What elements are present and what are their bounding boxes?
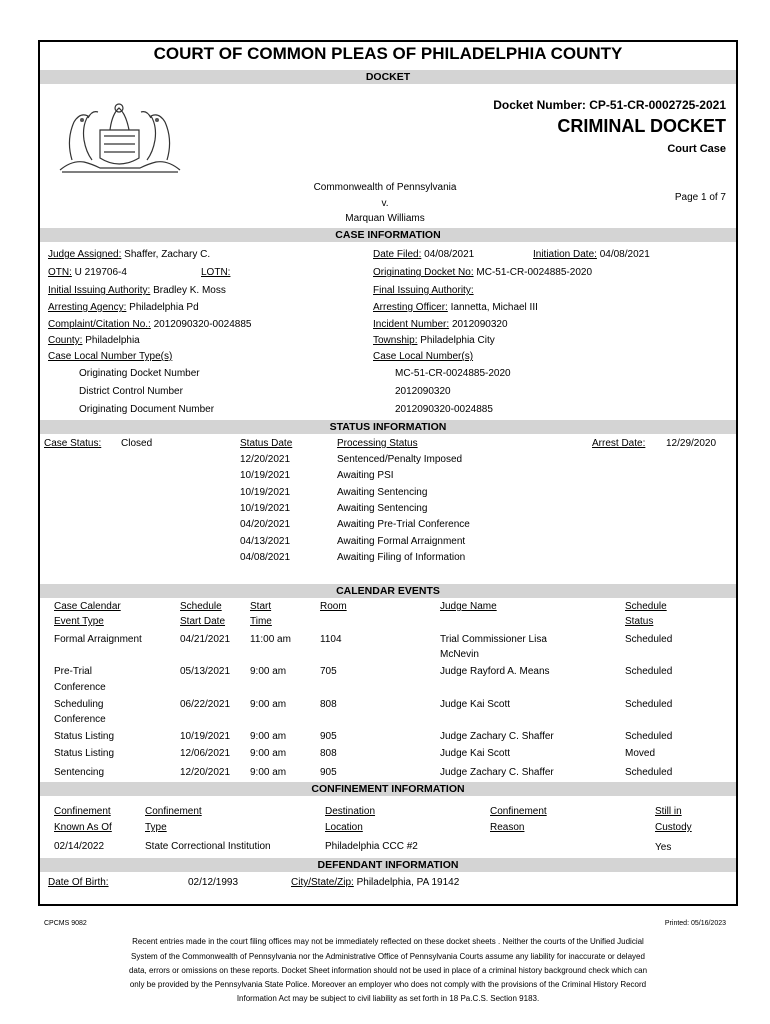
cal-header-date: Schedule xyxy=(180,601,222,612)
status-date-header: Status Date xyxy=(240,438,293,449)
township-row: Township: Philadelphia City xyxy=(373,335,495,346)
local-number-1: MC-51-CR-0024885-2020 xyxy=(395,368,511,379)
date-filed-row: Date Filed: 04/08/2021 xyxy=(373,249,475,260)
cal-row-time: 9:00 am xyxy=(250,666,287,677)
cal-header-judge: Judge Name xyxy=(440,601,497,612)
local-type-3: Originating Document Number xyxy=(79,404,215,415)
conf-still-value: Yes xyxy=(655,842,672,853)
local-type-label: Case Local Number Type(s) xyxy=(48,351,173,362)
confinement-bar: CONFINEMENT INFORMATION xyxy=(40,782,736,796)
cal-row-time: 11:00 am xyxy=(250,634,291,645)
cal-header-room: Room xyxy=(320,601,347,612)
status-info-bar: STATUS INFORMATION xyxy=(40,420,736,434)
docket-number: Docket Number: CP-51-CR-0002725-2021 xyxy=(493,98,726,112)
local-type-1: Originating Docket Number xyxy=(79,368,200,379)
form-number: CPCMS 9082 xyxy=(44,920,87,927)
cal-row-date: 05/13/2021 xyxy=(180,666,231,677)
cal-row-type-2: Conference xyxy=(54,682,106,693)
arrest-date-value: 12/29/2020 xyxy=(666,438,717,449)
cal-row-room: 1104 xyxy=(320,634,342,645)
conf-header-dest: Destination xyxy=(325,806,376,817)
otn-row: OTN: U 219706-4 xyxy=(48,267,127,278)
cal-row-room: 705 xyxy=(320,666,337,677)
conf-header-type: Confinement xyxy=(145,806,202,817)
cal-row-status: Scheduled xyxy=(625,666,673,677)
init-auth-row: Initial Issuing Authority: Bradley K. Moss xyxy=(48,285,226,296)
cal-row-judge: Judge Kai Scott xyxy=(440,748,511,759)
printed-date: Printed: 05/16/2023 xyxy=(664,920,726,927)
cal-row-room: 905 xyxy=(320,767,337,778)
judge-row: Judge Assigned: Shaffer, Zachary C. xyxy=(48,249,211,260)
conf-header-type-2: Type xyxy=(145,822,167,833)
initiation-row: Initiation Date: 04/08/2021 xyxy=(533,249,650,260)
conf-header-dest-2: Location xyxy=(325,822,363,833)
county-row: County: Philadelphia xyxy=(48,335,140,346)
status-row-status: Awaiting Sentencing xyxy=(337,503,428,514)
conf-dest-value: Philadelphia CCC #2 xyxy=(325,841,418,852)
lotn-label: LOTN: xyxy=(201,267,231,278)
defendant-bar: DEFENDANT INFORMATION xyxy=(40,858,736,872)
conf-known-value: 02/14/2022 xyxy=(54,841,105,852)
cal-row-date: 06/22/2021 xyxy=(180,699,231,710)
disclaimer-line: System of the Commonwealth of Pennsylvania nor the Administrative Office of Pennsylvania Courts assume any liability for inaccurate or delayed xyxy=(131,952,645,961)
cal-row-type: Pre-Trial xyxy=(54,666,92,677)
dob-label: Date Of Birth: xyxy=(48,877,109,888)
caption-plaintiff: Commonwealth of Pennsylvania xyxy=(313,182,457,193)
local-number-2: 2012090320 xyxy=(395,386,451,397)
dob-value: 02/12/1993 xyxy=(188,877,239,888)
cal-row-room: 808 xyxy=(320,699,337,710)
local-type-2: District Control Number xyxy=(79,386,183,397)
city-row: City/State/Zip: Philadelphia, PA 19142 xyxy=(291,877,460,888)
status-row-status: Sentenced/Penalty Imposed xyxy=(337,454,463,465)
conf-header-known: Confinement xyxy=(54,806,111,817)
cal-row-room: 905 xyxy=(320,731,337,742)
status-row-status: Awaiting Formal Arraignment xyxy=(337,536,466,547)
case-info-bar: CASE INFORMATION xyxy=(40,228,736,242)
page-indicator: Page 1 of 7 xyxy=(674,192,726,203)
cal-row-type: Status Listing xyxy=(54,731,115,742)
cal-row-type: Formal Arraignment xyxy=(54,634,142,645)
cal-row-date: 12/06/2021 xyxy=(180,748,231,759)
complaint-row: Complaint/Citation No.: 2012090320-0024885 xyxy=(48,319,252,330)
cal-row-room: 808 xyxy=(320,748,337,759)
status-row-status: Awaiting Filing of Information xyxy=(337,552,466,563)
officer-row: Arresting Officer: Iannetta, Michael III xyxy=(373,302,538,313)
disclaimer-line: Information Act may be subject to civil liability as set forth in 18 Pa.C.S. Section 9183. xyxy=(236,994,540,1003)
cal-header-type: Case Calendar xyxy=(54,601,121,612)
status-row-status: Awaiting Pre-Trial Conference xyxy=(337,519,470,530)
cal-row-type-2: Conference xyxy=(54,714,106,725)
cal-row-time: 9:00 am xyxy=(250,748,287,759)
cal-header-date-2: Start Date xyxy=(180,616,226,627)
disclaimer-line: data, errors or omissions on these reports. Docket Sheet information should not be used in place of a criminal history background check which can xyxy=(128,966,648,975)
cal-header-status-2: Status xyxy=(625,616,654,627)
cal-row-status: Scheduled xyxy=(625,767,673,778)
cal-row-judge-2: McNevin xyxy=(440,649,479,660)
cal-header-type-2: Event Type xyxy=(54,616,104,627)
cal-header-status: Schedule xyxy=(625,601,667,612)
cal-header-time-2: Time xyxy=(250,616,272,627)
orig-docket-row: Originating Docket No: MC-51-CR-0024885-2020 xyxy=(373,267,593,278)
docket-type: CRIMINAL DOCKET xyxy=(557,116,726,136)
status-row-status: Awaiting Sentencing xyxy=(337,487,428,498)
cal-row-type: Sentencing xyxy=(54,767,105,778)
conf-header-still-2: Custody xyxy=(655,822,692,833)
cal-row-time: 9:00 am xyxy=(250,731,287,742)
cal-row-type: Scheduling xyxy=(54,699,104,710)
cal-row-status: Scheduled xyxy=(625,634,673,645)
status-row-date: 10/19/2021 xyxy=(240,487,291,498)
cal-row-judge: Judge Rayford A. Means xyxy=(440,666,550,677)
cal-row-time: 9:00 am xyxy=(250,767,287,778)
local-number-label: Case Local Number(s) xyxy=(373,351,474,362)
conf-header-known-2: Known As Of xyxy=(54,822,112,833)
processing-status-header: Processing Status xyxy=(337,438,418,449)
cal-row-judge: Trial Commissioner Lisa xyxy=(440,634,547,645)
disclaimer-line: Recent entries made in the court filing offices may not be immediately reflected on these docket sheets . Neither the courts of the Unified Judicial xyxy=(132,937,644,946)
status-row-date: 10/19/2021 xyxy=(240,503,291,514)
status-row-status: Awaiting PSI xyxy=(337,470,394,481)
cal-row-time: 9:00 am xyxy=(250,699,287,710)
caption-defendant: Marquan Williams xyxy=(345,213,425,224)
cal-row-date: 04/21/2021 xyxy=(180,634,231,645)
final-auth-label: Final Issuing Authority: xyxy=(373,285,474,296)
cal-row-date: 10/19/2021 xyxy=(180,731,231,742)
status-row-date: 12/20/2021 xyxy=(240,454,291,465)
cal-row-date: 12/20/2021 xyxy=(180,767,231,778)
conf-header-still: Still in xyxy=(655,806,682,817)
status-row-date: 04/20/2021 xyxy=(240,519,291,530)
cal-row-judge: Judge Zachary C. Shaffer xyxy=(440,731,554,742)
cal-row-judge: Judge Kai Scott xyxy=(440,699,511,710)
cal-row-judge: Judge Zachary C. Shaffer xyxy=(440,767,554,778)
local-number-3: 2012090320-0024885 xyxy=(395,404,493,415)
cal-row-status: Scheduled xyxy=(625,731,673,742)
cal-row-type: Status Listing xyxy=(54,748,115,759)
conf-header-reason: Confinement xyxy=(490,806,547,817)
conf-type-value: State Correctional Institution xyxy=(145,841,271,852)
status-row-date: 10/19/2021 xyxy=(240,470,291,481)
court-title: COURT OF COMMON PLEAS OF PHILADELPHIA COUNTY xyxy=(153,44,623,63)
case-status-label: Case Status: xyxy=(44,438,102,449)
pennsylvania-seal-icon xyxy=(52,100,187,178)
case-kind: Court Case xyxy=(667,143,726,155)
calendar-bar: CALENDAR EVENTS xyxy=(40,584,736,598)
conf-header-reason-2: Reason xyxy=(490,822,525,833)
disclaimer-line: only be provided by the Pennsylvania State Police. Moreover an employer who does not comply with the provisions of the Criminal History Record xyxy=(129,980,647,989)
agency-row: Arresting Agency: Philadelphia Pd xyxy=(48,302,199,313)
cal-row-status: Moved xyxy=(625,748,656,759)
docket-bar: DOCKET xyxy=(40,70,736,84)
arrest-date-label: Arrest Date: xyxy=(592,438,646,449)
cal-row-status: Scheduled xyxy=(625,699,673,710)
caption-versus: v. xyxy=(381,198,389,209)
incident-row: Incident Number: 2012090320 xyxy=(373,319,508,330)
cal-header-time: Start xyxy=(250,601,272,612)
status-row-date: 04/08/2021 xyxy=(240,552,291,563)
case-status-value: Closed xyxy=(121,438,153,449)
status-row-date: 04/13/2021 xyxy=(240,536,291,547)
